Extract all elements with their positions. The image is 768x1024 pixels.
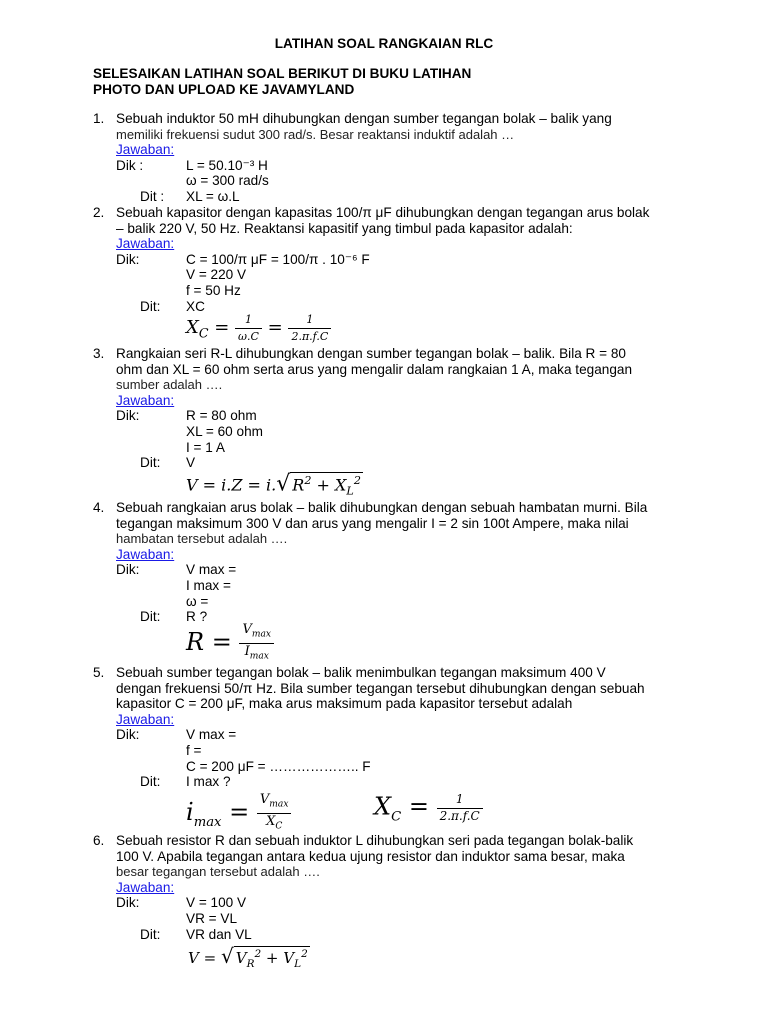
question-number: 1. xyxy=(93,111,105,126)
given-value: V max = xyxy=(186,562,237,578)
question-text xyxy=(116,665,693,712)
asked-value: VR dan VL xyxy=(186,926,252,942)
question-line: – balik 220 V, 50 Hz. Reaktansi kapasitif yang timbul pada kapasitor adalah: xyxy=(116,220,573,236)
given-value: XL = 60 ohm xyxy=(186,423,263,439)
question-line: dengan frekuensi 50/π Hz. Bila sumber tegangan tersebut dihubungkan dengan sebuah xyxy=(116,680,645,696)
asked-value: R ? xyxy=(186,609,208,625)
question-number: 4. xyxy=(93,500,105,515)
formula-v-iz: V = i.Z = i.√ $R^2 + X_L^2$ xyxy=(186,471,361,498)
dit-label: Dit : xyxy=(140,188,165,204)
question-number: 3. xyxy=(93,346,105,361)
question-4 xyxy=(93,500,693,625)
question-line: Sebuah resistor R dan sebuah induktor L dihubungkan seri pada tegangan bolak-balik xyxy=(116,833,634,848)
given-value: I max = xyxy=(186,577,231,593)
given-value: f = xyxy=(186,742,202,758)
given-value: ω = 300 rad/s xyxy=(186,173,269,189)
dik-label: Dik : xyxy=(116,157,144,173)
given-value: C = 200 μF = ……………….. F xyxy=(186,758,371,774)
given-value: C = 100/π μF = 100/π . 10⁻⁶ F xyxy=(186,251,370,267)
formula-xc: $X_C$ = $\frac{1}{\omega.C}$ = $\frac{1}{2.\pi.f.C}$ xyxy=(186,312,331,344)
given-value: I = 1 A xyxy=(186,439,225,455)
given-value: V max = xyxy=(186,727,237,743)
jawaban-label: Jawaban: xyxy=(116,236,175,252)
question-text xyxy=(116,346,693,393)
question-line: hambatan tersebut adalah …. xyxy=(116,531,288,547)
question-line: kapasitor C = 200 μF, maka arus maksimum pada kapasitor tersebut adalah xyxy=(116,696,573,712)
dik-label: Dik: xyxy=(116,408,140,424)
given-value: VR = VL xyxy=(186,910,238,926)
asked-value: I max ? xyxy=(186,774,231,790)
fraction-numerator: 1 xyxy=(235,312,262,329)
question-text xyxy=(116,205,693,236)
dit-label: Dit: xyxy=(140,926,161,942)
given-value: V = 100 V xyxy=(186,895,247,911)
given-value: R = 80 ohm xyxy=(186,408,257,424)
dik-label: Dik: xyxy=(116,251,140,267)
formula-text: V = i.Z = i. xyxy=(186,475,277,495)
jawaban-label: Jawaban: xyxy=(116,546,175,562)
formula-xc-2: $X_C$ = $\frac{1}{2.\pi.f.C}$ xyxy=(374,792,483,825)
formula-imax: $i_{max}$ = $\frac{V_{max}}{X_C}$ xyxy=(186,792,291,835)
jawaban-label: Jawaban: xyxy=(116,711,175,727)
question-5 xyxy=(93,665,693,790)
question-line: ohm dan XL = 60 ohm serta arus yang mengalir dalam rangkaian 1 A, maka tegangan xyxy=(116,361,632,377)
dik-label: Dik: xyxy=(116,562,140,578)
fraction-denominator: 2.π.f.C xyxy=(291,329,329,343)
dit-label: Dit: xyxy=(140,609,161,625)
formula-r: R = $\frac{V_{max}}{I_{max}}$ xyxy=(186,622,274,665)
instruction-line: SELESAIKAN LATIHAN SOAL BERIKUT DI BUKU LATIHAN xyxy=(93,66,472,81)
question-line: besar tegangan tersebut adalah …. xyxy=(116,864,320,880)
question-1 xyxy=(93,111,693,205)
question-2 xyxy=(93,205,693,314)
formula-v-vr-vl: V = √ $V_R^2 + V_L^2$ xyxy=(188,946,310,973)
question-line: tegangan maksimum 300 V dan arus yang mengalir I = 2 sin 100t Ampere, maka nilai xyxy=(116,515,629,531)
question-line: Sebuah sumber tegangan bolak – balik menimbulkan tegangan maksimum 400 V xyxy=(116,665,606,680)
question-text xyxy=(116,111,693,142)
question-line: Sebuah rangkaian arus bolak – balik dihubungkan dengan sebuah hambatan murni. Bila xyxy=(116,500,648,515)
question-line: Sebuah induktor 50 mH dihubungkan dengan sumber tegangan bolak – balik yang xyxy=(116,111,612,126)
question-text xyxy=(116,500,693,547)
question-line: Rangkaian seri R-L dihubungkan dengan sumber tegangan bolak – balik. Bila R = 80 xyxy=(116,346,626,361)
jawaban-label: Jawaban: xyxy=(116,879,175,895)
asked-value: XC xyxy=(186,298,205,314)
question-number: 2. xyxy=(93,205,105,220)
instruction-line: PHOTO DAN UPLOAD KE JAVAMYLAND xyxy=(93,82,355,97)
question-line: 100 V. Apabila tegangan antara kedua ujung resistor dan induktor sama besar, maka xyxy=(116,848,625,864)
asked-value: V xyxy=(186,455,196,471)
page-title: LATIHAN SOAL RANGKAIAN RLC xyxy=(274,36,494,51)
question-line: memiliki frekuensi sudut 300 rad/s. Besar reaktansi induktif adalah … xyxy=(116,126,515,142)
fraction-numerator: 1 xyxy=(288,312,331,329)
question-number: 6. xyxy=(93,833,105,848)
question-line: sumber adalah …. xyxy=(116,377,223,393)
dit-label: Dit: xyxy=(140,298,161,314)
asked-value: XL = ω.L xyxy=(186,188,240,204)
dit-label: Dit: xyxy=(140,455,161,471)
jawaban-label: Jawaban: xyxy=(116,142,175,158)
question-6 xyxy=(93,833,693,942)
given-value: L = 50.10⁻³ H xyxy=(186,157,268,173)
instructions xyxy=(93,66,471,98)
given-value: f = 50 Hz xyxy=(186,282,241,298)
question-3 xyxy=(93,346,693,471)
dik-label: Dik: xyxy=(116,895,140,911)
given-value: V = 220 V xyxy=(186,267,247,283)
dit-label: Dit: xyxy=(140,774,161,790)
fraction-denominator: ω.C xyxy=(238,329,259,343)
question-text xyxy=(116,833,693,880)
given-value: ω = xyxy=(186,593,209,609)
dik-label: Dik: xyxy=(116,727,140,743)
formula-symbol: X xyxy=(186,317,199,339)
question-line: Sebuah kapasitor dengan kapasitas 100/π μF dihubungkan dengan tegangan arus bolak xyxy=(116,205,650,220)
jawaban-label: Jawaban: xyxy=(116,392,175,408)
formula-subscript: C xyxy=(198,325,209,341)
question-number: 5. xyxy=(93,665,105,680)
